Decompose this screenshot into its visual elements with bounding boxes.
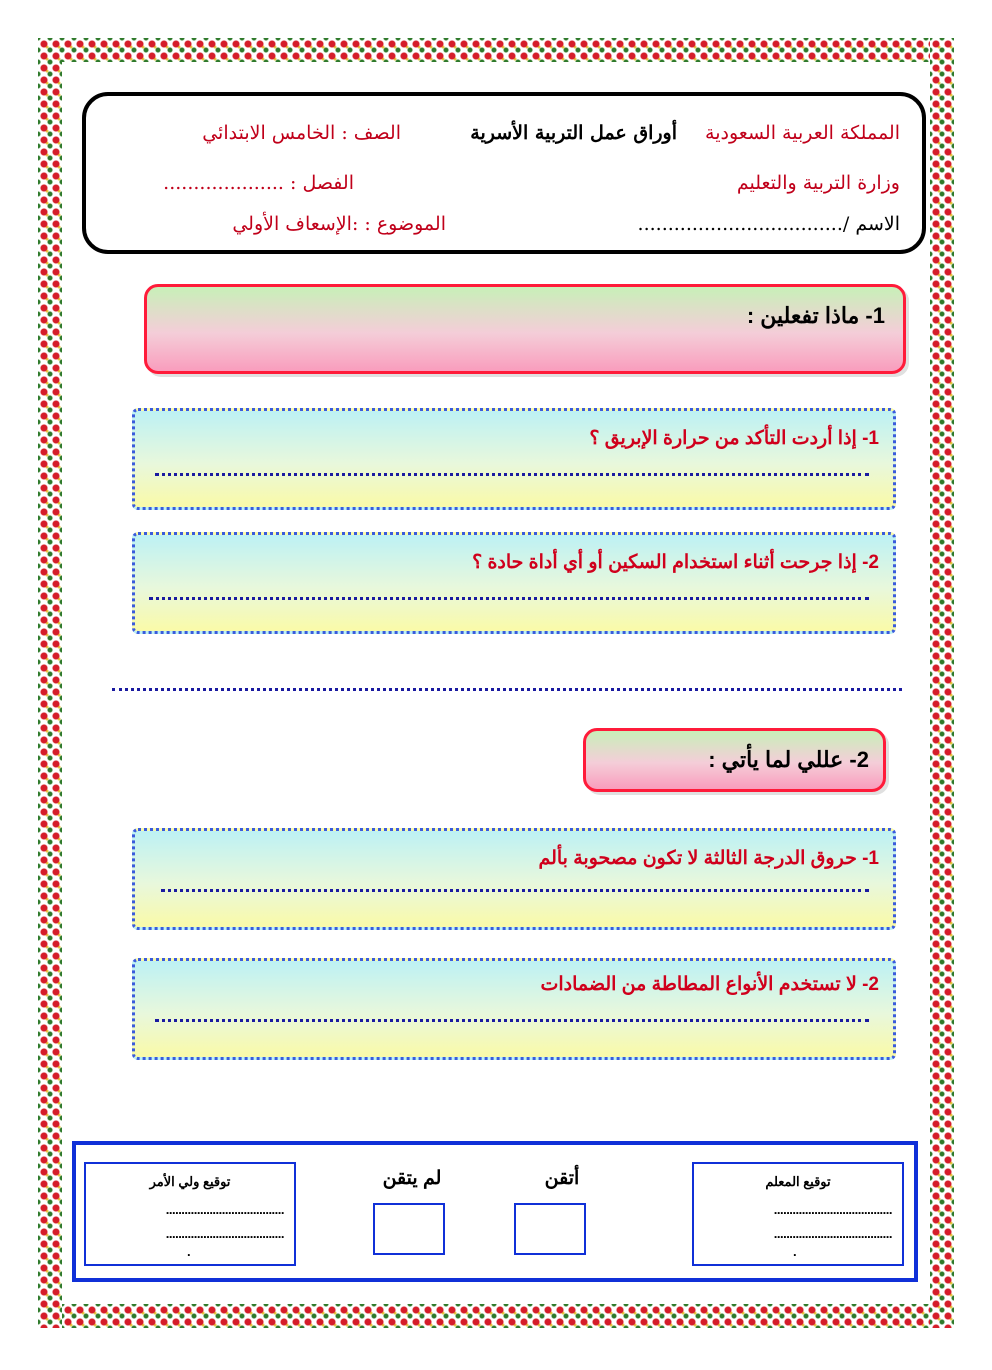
section1-heading-box: [144, 284, 906, 374]
teacher-signature-box[interactable]: [692, 1162, 904, 1266]
sheet-title: أوراق عمل التربية الأسرية: [470, 122, 677, 144]
ministry-label: وزارة التربية والتعليم: [736, 172, 900, 194]
name-field[interactable]: الاسم /..................................: [637, 213, 900, 235]
question-text: 1- إذا أردت التأكد من حرارة الإبريق ؟: [589, 428, 879, 449]
answer-line[interactable]: [155, 1019, 869, 1022]
signature-dot: .: [187, 1244, 191, 1259]
floral-border-left: [38, 38, 62, 1328]
kingdom-label: المملكة العربية السعودية: [705, 122, 900, 144]
section2-title: 2- عللي لما يأتي :: [708, 747, 869, 772]
section1-question-1: [132, 408, 896, 510]
section2-question-2: [132, 958, 896, 1060]
guardian-signature-box[interactable]: [84, 1162, 296, 1266]
section1-title: 1- ماذا تفعلين :: [746, 303, 885, 328]
answer-line[interactable]: [149, 597, 869, 600]
question-text: 2- إذا جرحت أثناء استخدام السكين أو أي أداة حادة ؟: [472, 552, 879, 573]
floral-border-bottom: [38, 1304, 954, 1328]
question-text: 1- حروق الدرجة الثالثة لا تكون مصحوبة بألم: [538, 848, 879, 869]
mastered-label: أتقن: [544, 1168, 580, 1189]
footer-signature-panel: [72, 1141, 918, 1282]
teacher-signature-label: توقيع المعلم: [765, 1174, 831, 1189]
signature-dots: ......................................: [773, 1202, 892, 1217]
signature-dots: ......................................: [165, 1226, 284, 1241]
not-mastered-label: لم يتقن: [382, 1168, 442, 1189]
answer-line[interactable]: [161, 889, 869, 892]
class-field[interactable]: الفصل : ....................: [163, 172, 354, 194]
grade-label: الصف : الخامس الابتدائي: [202, 122, 401, 144]
header-box: [82, 92, 926, 254]
question-text: 2- لا تستخدم الأنواع المطاطة من الضمادات: [540, 974, 879, 995]
mastered-checkbox[interactable]: [514, 1203, 586, 1255]
guardian-signature-label: توقيع ولي الأمر: [149, 1174, 231, 1189]
signature-dot: .: [793, 1244, 797, 1259]
answer-line[interactable]: [155, 473, 869, 476]
floral-border-top: [38, 38, 954, 62]
not-mastered-checkbox[interactable]: [373, 1203, 445, 1255]
separator-dotted-line: [112, 688, 902, 691]
section2-heading-box: [583, 728, 886, 792]
signature-dots: ......................................: [165, 1202, 284, 1217]
topic-label: الموضوع : :الإسعاف الأولي: [232, 213, 446, 235]
floral-border-right: [930, 38, 954, 1328]
signature-dots: ......................................: [773, 1226, 892, 1241]
section2-question-1: [132, 828, 896, 930]
section1-question-2: [132, 532, 896, 634]
